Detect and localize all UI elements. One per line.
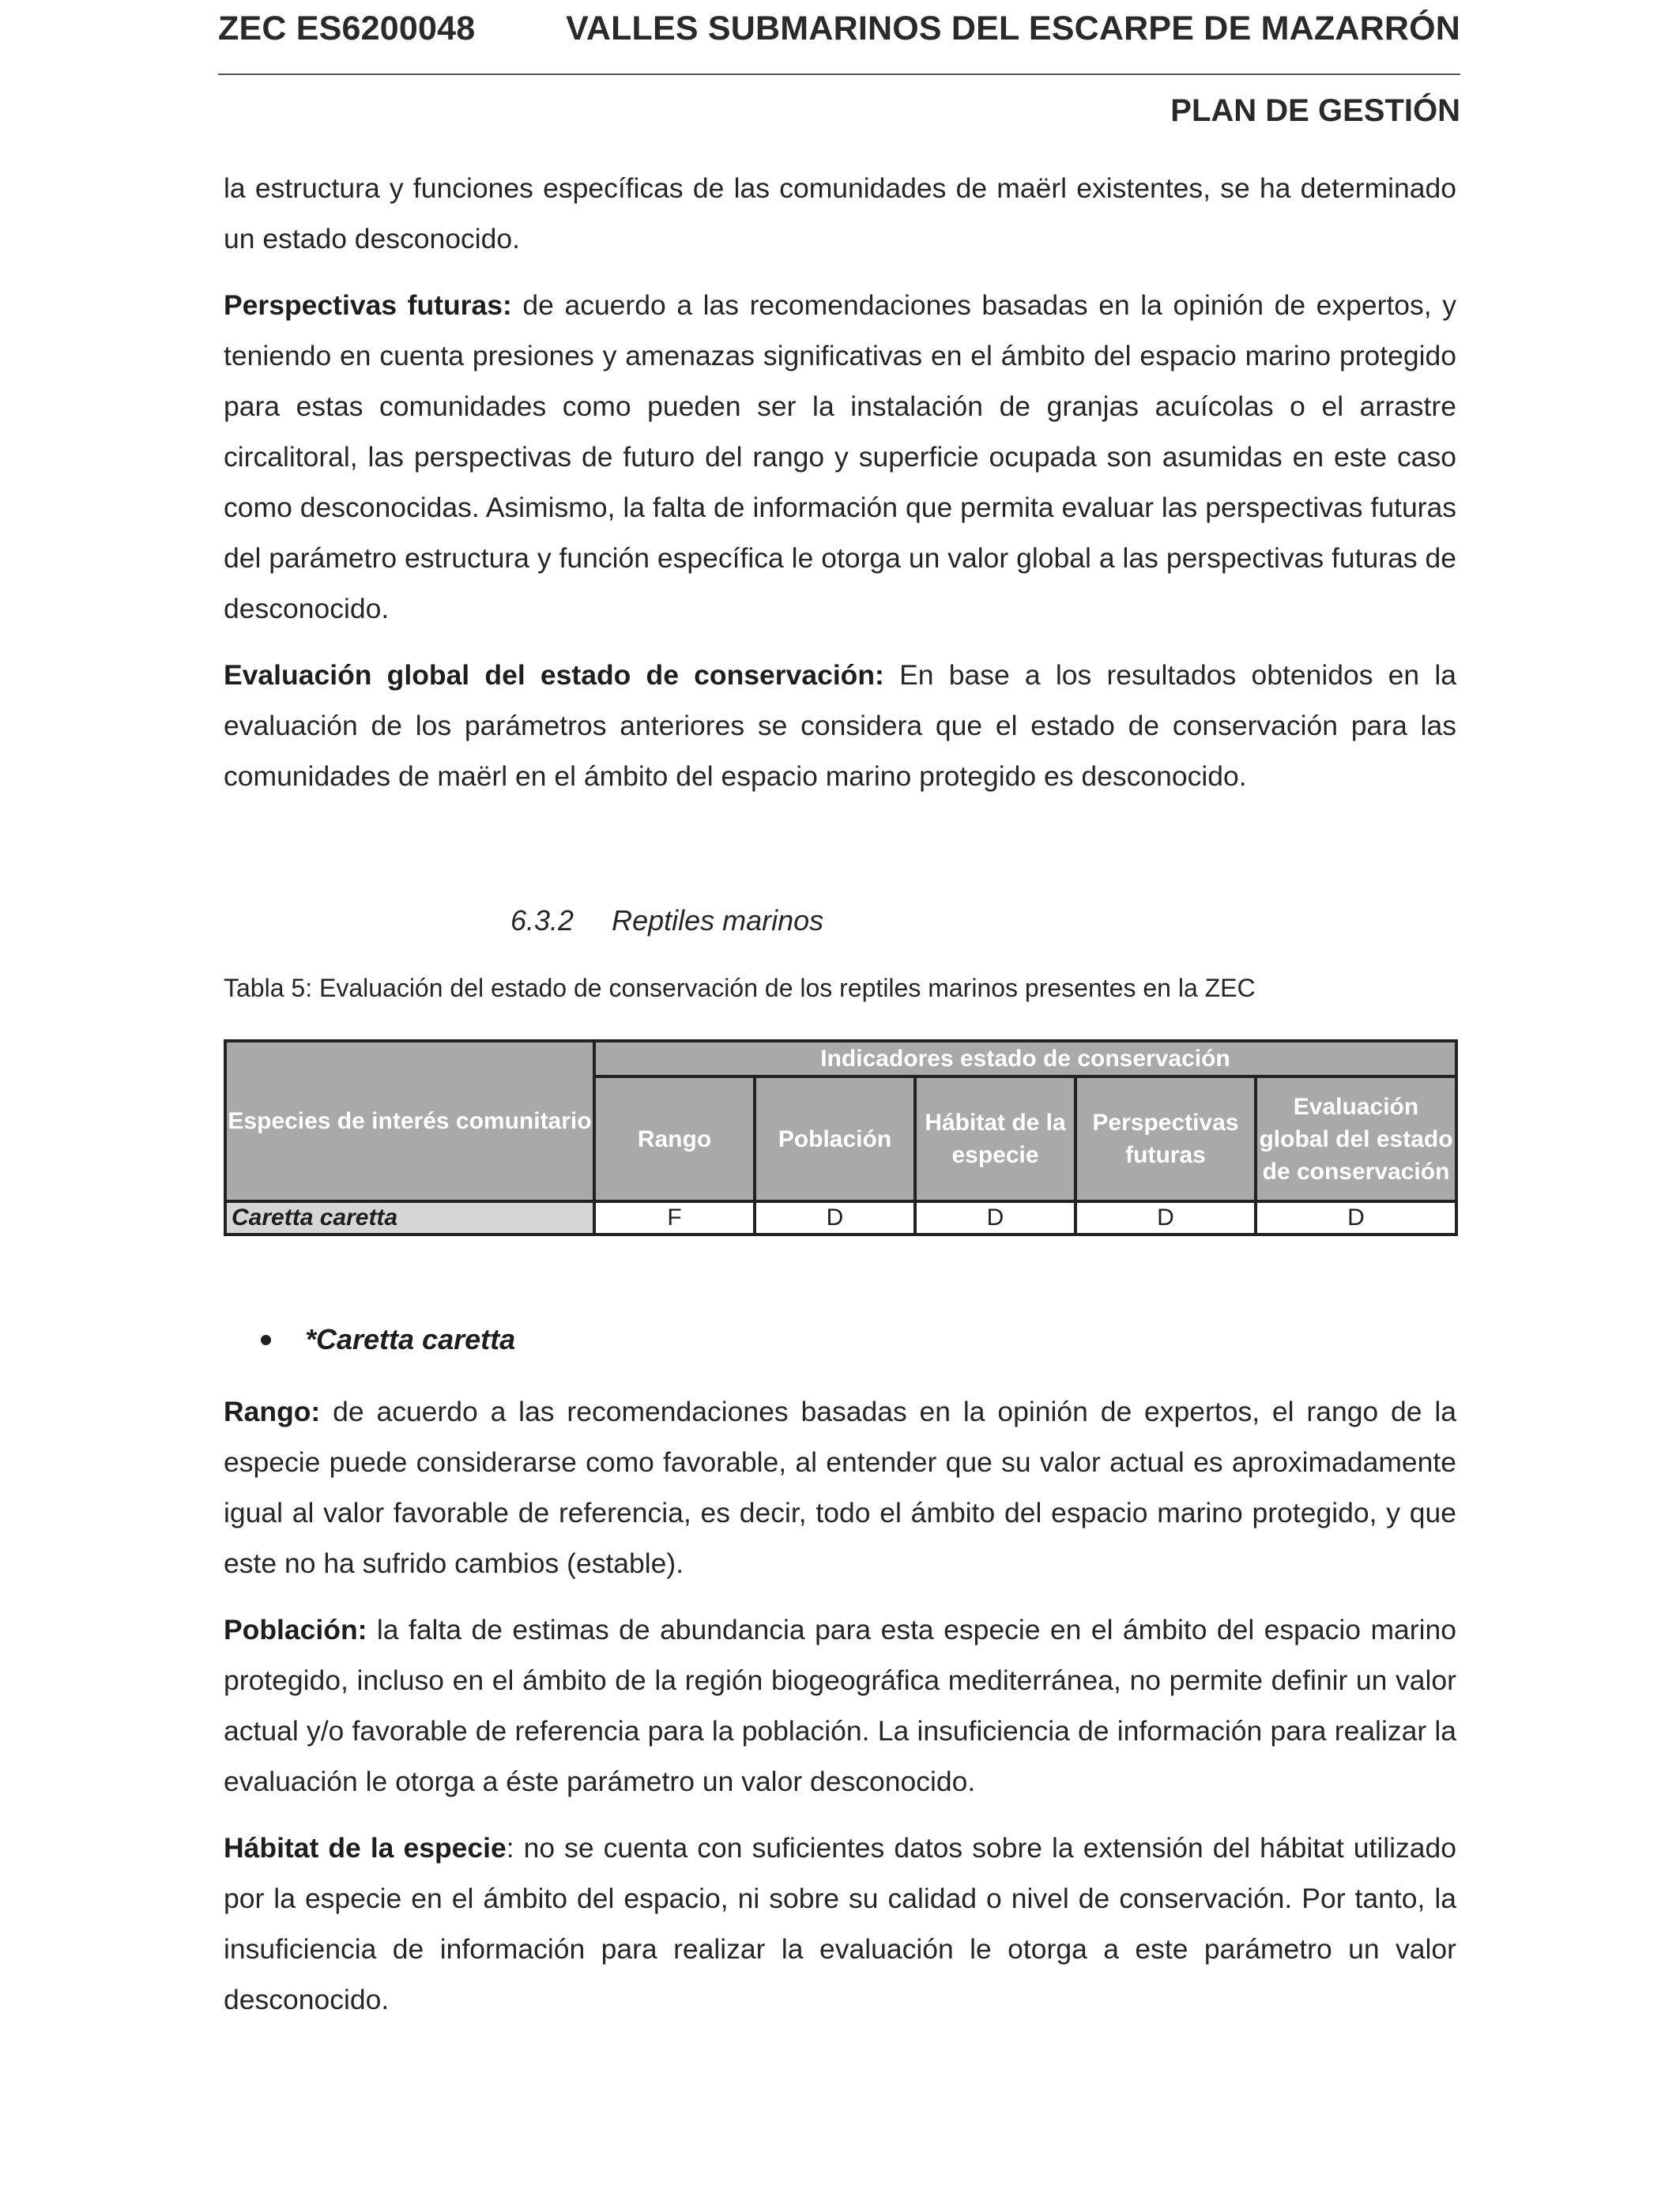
header-code: ZEC ES6200048 — [218, 9, 476, 47]
species-header: Especies de interés comunitario — [225, 1041, 594, 1201]
conservation-table — [224, 1039, 1458, 1236]
paragraph-label: Perspectivas futuras: — [224, 289, 512, 321]
bullet-item — [261, 1323, 515, 1356]
paragraph-text: : no se cuenta con suficientes datos sobre la extensión del hábitat utilizado por la especie en el ámbito del espacio, ni sobre su calidad o nivel de conservación. Por tanto, la insuficiencia de información para realizar la evaluación le otorga a este parámetro un valor desconocido. — [224, 1832, 1456, 2015]
paragraph — [224, 163, 1456, 264]
column-header: Población — [755, 1076, 915, 1201]
paragraph-text: de acuerdo a las recomendaciones basadas en la opinión de expertos, y teniendo en cuenta presiones y amenazas significativas en el ámbito del espacio marino protegido para estas comunidades como pueden ser la instalación de granjas acuícolas o el arrastre circalitoral, las perspectivas de futuro del rango y superficie ocupada son asumidas en este caso como desconocidas. Asimismo, la falta de información que permita evaluar las perspectivas futuras del parámetro estructura y función específica le otorga un valor global a las perspectivas futuras de desconocido. — [224, 289, 1456, 624]
bullet-icon — [261, 1335, 271, 1345]
header-subtitle: PLAN DE GESTIÓN — [1170, 93, 1460, 128]
header-title: VALLES SUBMARINOS DEL ESCARPE DE MAZARRÓN — [566, 9, 1460, 47]
body-text-bottom — [224, 1386, 1456, 2041]
section-title: Reptiles marinos — [612, 904, 824, 937]
column-header: Perspectivas futuras — [1075, 1076, 1256, 1201]
table-caption: Tabla 5: Evaluación del estado de conservación de los reptiles marinos presentes en la ZEC — [224, 974, 1256, 1002]
table-row — [225, 1201, 1456, 1235]
paragraph — [224, 1386, 1456, 1589]
paragraph-text: de acuerdo a las recomendaciones basadas en la opinión de expertos, el rango de la especie puede considerarse como favorable, al entender que su valor actual es aproximadamente igual al valor favorable de referencia, es decir, todo el ámbito del espacio marino protegido, y que este no ha sufrido cambios (estable). — [224, 1396, 1456, 1579]
paragraph — [224, 1823, 1456, 2025]
paragraph-label: Rango: — [224, 1396, 321, 1427]
table-cell: D — [1075, 1201, 1256, 1235]
table-cell: D — [755, 1201, 915, 1235]
paragraph-text: En base a los resultados obtenidos en la evaluación de los parámetros anteriores se considera que el estado de conservación para las comunidades de maërl en el ámbito del espacio marino protegido es desconocido. — [224, 659, 1456, 792]
table-cell: D — [1256, 1201, 1456, 1235]
table-cell: F — [594, 1201, 755, 1235]
paragraph — [224, 280, 1456, 634]
bullet-text: *Caretta caretta — [305, 1323, 516, 1355]
paragraph-label: Evaluación global del estado de conservación: — [224, 659, 884, 691]
section-heading — [510, 904, 823, 937]
species-cell: Caretta caretta — [225, 1201, 594, 1235]
group-header: Indicadores estado de conservación — [594, 1041, 1456, 1076]
page-header — [218, 9, 1460, 48]
header-divider — [218, 74, 1460, 75]
column-header: Evaluación global del estado de conservación — [1256, 1076, 1456, 1201]
body-text-top — [224, 163, 1456, 817]
paragraph-text: la estructura y funciones específicas de las comunidades de maërl existentes, se ha determinado un estado desconocido. — [224, 172, 1456, 254]
table-cell: D — [915, 1201, 1075, 1235]
paragraph-label: Población: — [224, 1614, 367, 1646]
paragraph — [224, 650, 1456, 801]
column-header: Hábitat de la especie — [915, 1076, 1075, 1201]
column-header: Rango — [594, 1076, 755, 1201]
paragraph — [224, 1604, 1456, 1807]
paragraph-label: Hábitat de la especie — [224, 1832, 507, 1864]
section-number: 6.3.2 — [510, 904, 574, 937]
paragraph-text: la falta de estimas de abundancia para esta especie en el ámbito del espacio marino protegido, incluso en el ámbito de la región biogeográfica mediterránea, no permite definir un valor actual y/o favorable de referencia para la población. La insuficiencia de información para realizar la evaluación le otorga a éste parámetro un valor desconocido. — [224, 1614, 1456, 1797]
